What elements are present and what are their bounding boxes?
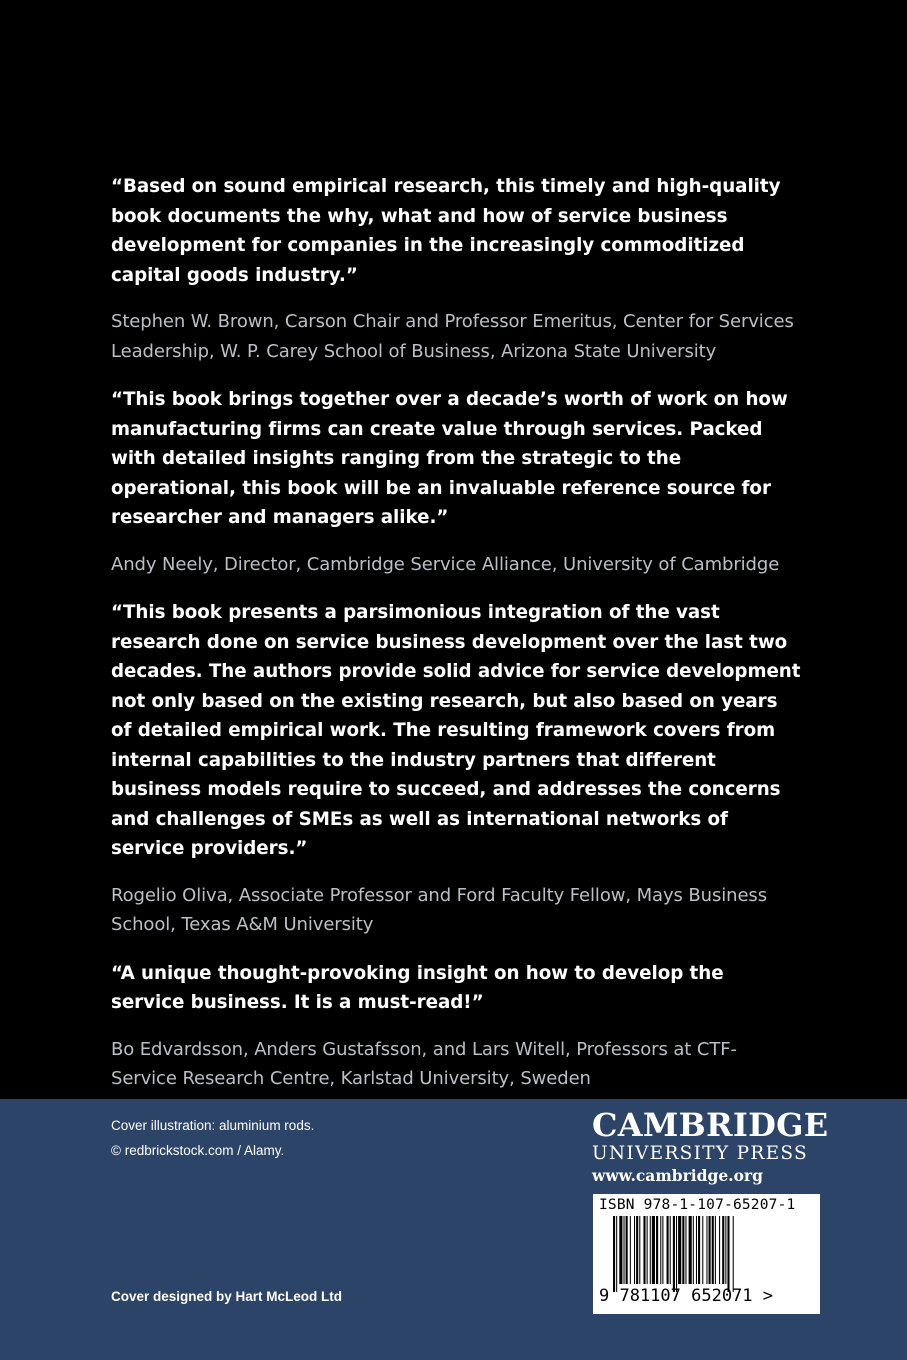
publisher-subname: UNIVERSITY PRESS bbox=[592, 1143, 808, 1164]
copyright-credit: © redbrickstock.com / Alamy. bbox=[111, 1143, 285, 1158]
cover-designer-credit: Cover designed by Hart McLeod Ltd bbox=[111, 1289, 343, 1304]
barcode-bar bbox=[652, 1216, 655, 1284]
endorsement-attribution: Rogelio Oliva, Associate Professor and Ford Faculty Fellow, Mays Business School, Texas A&M University bbox=[111, 884, 767, 935]
barcode-bar bbox=[660, 1216, 661, 1284]
barcode-bar bbox=[693, 1216, 694, 1284]
barcode-bar bbox=[619, 1216, 622, 1284]
endorsement-attribution: Andy Neely, Director, Cambridge Service Alliance, University of Cambridge bbox=[111, 553, 780, 575]
barcode-bar bbox=[696, 1216, 697, 1284]
barcode-bar bbox=[678, 1216, 681, 1284]
barcode-bar bbox=[706, 1216, 707, 1284]
barcode-digits: 9 781107 652071 > bbox=[599, 1286, 773, 1306]
barcode-bar bbox=[719, 1216, 720, 1284]
barcode-bar bbox=[689, 1216, 692, 1284]
barcode-bar bbox=[647, 1216, 648, 1284]
barcode-bar bbox=[725, 1216, 726, 1284]
barcode-bar bbox=[712, 1216, 714, 1284]
barcode-bar bbox=[727, 1216, 729, 1292]
endorsement-quote: “This book brings together over a decade’s worth of work on how manufacturing firms can create value through services. Packed with detailed insights ranging from the strategic to the operational, this book will be an invaluable reference source for researcher and managers alike.” bbox=[111, 389, 788, 528]
barcode-bar bbox=[616, 1216, 617, 1292]
endorsements bbox=[111, 172, 801, 1113]
publisher-url: www.cambridge.org bbox=[592, 1166, 763, 1185]
barcode-bar bbox=[662, 1216, 663, 1284]
barcode-bar bbox=[682, 1216, 684, 1284]
barcode-bar bbox=[639, 1216, 640, 1284]
barcode-bar bbox=[613, 1216, 615, 1292]
barcode-bar bbox=[715, 1216, 716, 1284]
barcode-bar bbox=[656, 1216, 658, 1284]
isbn-label: ISBN 978-1-107-65207-1 bbox=[599, 1197, 796, 1213]
barcode-bar bbox=[702, 1216, 703, 1284]
barcode-bar bbox=[673, 1216, 675, 1292]
endorsement-quote: “A unique thought-provoking insight on how to develop the service business. It is a must-read!” bbox=[111, 962, 724, 1013]
barcode-bar bbox=[630, 1216, 631, 1284]
barcode-bar bbox=[685, 1216, 686, 1284]
barcode-bar bbox=[667, 1216, 669, 1284]
isbn-barcode bbox=[593, 1194, 820, 1314]
lower-panel bbox=[0, 1099, 907, 1360]
barcode-bar bbox=[650, 1216, 651, 1284]
endorsement-quote: “This book presents a parsimonious integration of the vast research done on service business development over the last two decades. The authors provide solid advice for service development not only based on the existing research, but also based on years of detailed empirical work. The resulting framework covers from internal capabilities to the industry partners that different business models require to succeed, and addresses the concerns and challenges of SMEs as well as international networks of service providers.” bbox=[111, 602, 801, 859]
barcode-bar bbox=[624, 1216, 625, 1284]
barcode-bar bbox=[733, 1216, 734, 1292]
barcode-bar bbox=[698, 1216, 700, 1284]
barcode-bar bbox=[722, 1216, 724, 1284]
barcode-bar bbox=[636, 1216, 638, 1284]
endorsement-attribution: Bo Edvardsson, Anders Gustafsson, and Lars Witell, Professors at CTF-Service Research Centre, Karlstad University, Sweden bbox=[111, 1038, 737, 1089]
publisher-name: CAMBRIDGE bbox=[592, 1106, 829, 1144]
endorsement-quote: “Based on sound empirical research, this timely and high-quality book documents the why, what and how of service business development for companies in the increasingly commoditized capital goods industry.” bbox=[111, 176, 781, 286]
barcode-bar bbox=[670, 1216, 671, 1284]
barcode-bar bbox=[709, 1216, 711, 1284]
publisher-logo bbox=[592, 1106, 829, 1187]
barcode-bar bbox=[634, 1216, 635, 1284]
barcode-bar bbox=[676, 1216, 677, 1292]
barcode-bar bbox=[626, 1216, 628, 1284]
endorsement-attribution: Stephen W. Brown, Carson Chair and Professor Emeritus, Center for Services Leadership, W. P. Carey School of Business, Arizona State University bbox=[111, 311, 794, 362]
cover-illustration-credit: Cover illustration: aluminium rods. bbox=[111, 1118, 315, 1133]
barcode-bar bbox=[643, 1216, 645, 1284]
